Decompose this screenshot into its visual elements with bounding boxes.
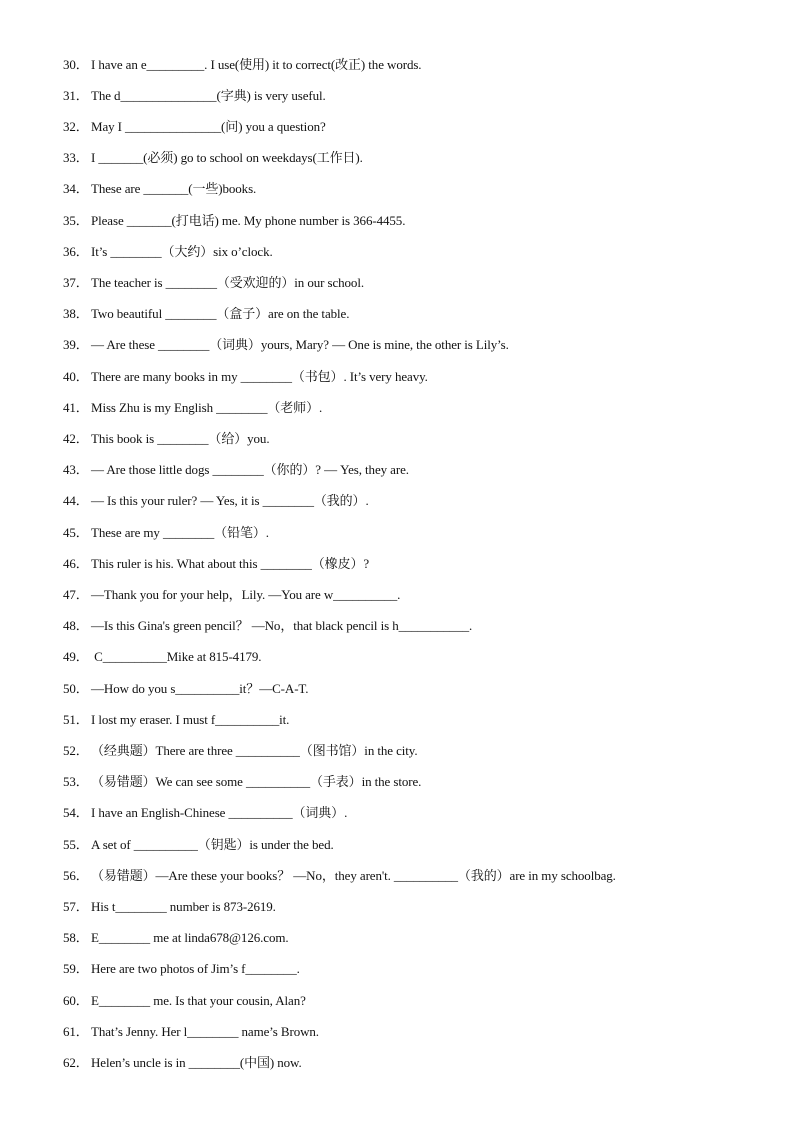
question-number: 35． (63, 213, 89, 228)
question-number: 45． (63, 525, 89, 540)
question-43 (63, 461, 763, 479)
question-50 (63, 680, 763, 698)
question-text: （易错题）—Are these your books？ —No，they aren't. __________（我的）are in my schoolbag. (91, 868, 616, 883)
question-39 (63, 336, 763, 354)
question-number: 40． (63, 369, 89, 384)
question-text: Here are two photos of Jim’s f________. (91, 961, 300, 976)
question-34 (63, 180, 763, 198)
question-text: —How do you s__________it？—C-A-T. (91, 681, 309, 696)
question-text: May I _______________(问) you a question? (91, 119, 326, 134)
question-text: His t________ number is 873-2619. (91, 899, 276, 914)
question-30 (63, 56, 763, 74)
question-37 (63, 274, 763, 292)
question-41 (63, 399, 763, 417)
question-35 (63, 212, 763, 230)
question-31 (63, 87, 763, 105)
question-text: I have an e_________. I use(使用) it to correct(改正) the words. (91, 57, 422, 72)
question-text: （经典题）There are three __________（图书馆）in the city. (91, 743, 418, 758)
question-number: 38． (63, 306, 89, 321)
question-53 (63, 773, 763, 791)
question-number: 37． (63, 275, 89, 290)
question-text: Two beautiful ________（盒子）are on the table. (91, 306, 350, 321)
question-text: It’s ________（大约）six o’clock. (91, 244, 273, 259)
question-number: 31． (63, 88, 89, 103)
question-57 (63, 898, 763, 916)
question-text: —Thank you for your help，Lily. —You are w__________. (91, 587, 401, 602)
question-text: Please _______(打电话) me. My phone number is 366-4455. (91, 213, 406, 228)
question-text: Miss Zhu is my English ________（老师）. (91, 400, 323, 415)
question-62 (63, 1054, 763, 1072)
question-number: 56． (63, 868, 89, 883)
question-number: 41． (63, 400, 89, 415)
question-55 (63, 836, 763, 854)
question-54 (63, 804, 763, 822)
question-text: These are _______(一些)books. (91, 181, 257, 196)
question-text: The teacher is ________（受欢迎的）in our school. (91, 275, 364, 290)
question-text: This ruler is his. What about this ________（橡皮）? (91, 556, 370, 571)
question-text: — Are those little dogs ________（你的）? — Yes, they are. (91, 462, 409, 477)
question-number: 59． (63, 961, 89, 976)
question-text: These are my ________（铅笔）. (91, 525, 269, 540)
question-33 (63, 149, 763, 167)
question-47 (63, 586, 763, 604)
question-number: 44． (63, 493, 89, 508)
question-number: 32． (63, 119, 89, 134)
question-text: C__________Mike at 815-4179. (91, 649, 262, 664)
question-text: There are many books in my ________（书包）. It’s very heavy. (91, 369, 428, 384)
question-number: 34． (63, 181, 89, 196)
question-36 (63, 243, 763, 261)
question-number: 54． (63, 805, 89, 820)
question-number: 33． (63, 150, 89, 165)
question-48 (63, 617, 763, 635)
question-text: Helen’s uncle is in ________(中国) now. (91, 1055, 302, 1070)
question-44 (63, 492, 763, 510)
question-number: 60． (63, 993, 89, 1008)
question-42 (63, 430, 763, 448)
question-number: 42． (63, 431, 89, 446)
question-text: That’s Jenny. Her l________ name’s Brown. (91, 1024, 319, 1039)
question-text: I have an English-Chinese __________（词典）. (91, 805, 348, 820)
question-number: 57． (63, 899, 89, 914)
question-52 (63, 742, 763, 760)
question-56 (63, 867, 763, 885)
question-text: — Is this your ruler? — Yes, it is ________（我的）. (91, 493, 369, 508)
question-text: E________ me at linda678@126.com. (91, 930, 289, 945)
question-text: I lost my eraser. I must f__________it. (91, 712, 290, 727)
question-number: 58． (63, 930, 89, 945)
question-32 (63, 118, 763, 136)
question-60 (63, 992, 763, 1010)
question-51 (63, 711, 763, 729)
question-number: 55． (63, 837, 89, 852)
question-number: 61． (63, 1024, 89, 1039)
question-text: （易错题）We can see some __________（手表）in the store. (91, 774, 422, 789)
question-text: —Is this Gina's green pencil？ —No，that black pencil is h___________. (91, 618, 473, 633)
question-58 (63, 929, 763, 947)
question-45 (63, 524, 763, 542)
question-number: 51． (63, 712, 89, 727)
question-40 (63, 368, 763, 386)
question-text: E________ me. Is that your cousin, Alan? (91, 993, 306, 1008)
question-number: 43． (63, 462, 89, 477)
question-number: 50． (63, 681, 89, 696)
question-61 (63, 1023, 763, 1041)
question-59 (63, 960, 763, 978)
question-text: — Are these ________（词典）yours, Mary? — One is mine, the other is Lily’s. (91, 337, 509, 352)
question-text: This book is ________（给）you. (91, 431, 270, 446)
question-number: 52． (63, 743, 89, 758)
question-text: A set of __________（钥匙）is under the bed. (91, 837, 334, 852)
question-number: 39． (63, 337, 89, 352)
question-text: The d_______________(字典) is very useful. (91, 88, 326, 103)
question-49 (63, 648, 763, 666)
question-46 (63, 555, 763, 573)
question-number: 62． (63, 1055, 89, 1070)
question-38 (63, 305, 763, 323)
question-number: 30． (63, 57, 89, 72)
question-number: 48． (63, 618, 89, 633)
question-number: 36． (63, 244, 89, 259)
question-number: 47． (63, 587, 89, 602)
question-number: 53． (63, 774, 89, 789)
question-text: I _______(必须) go to school on weekdays(工作日). (91, 150, 363, 165)
question-number: 46． (63, 556, 89, 571)
question-number: 49． (63, 649, 89, 664)
